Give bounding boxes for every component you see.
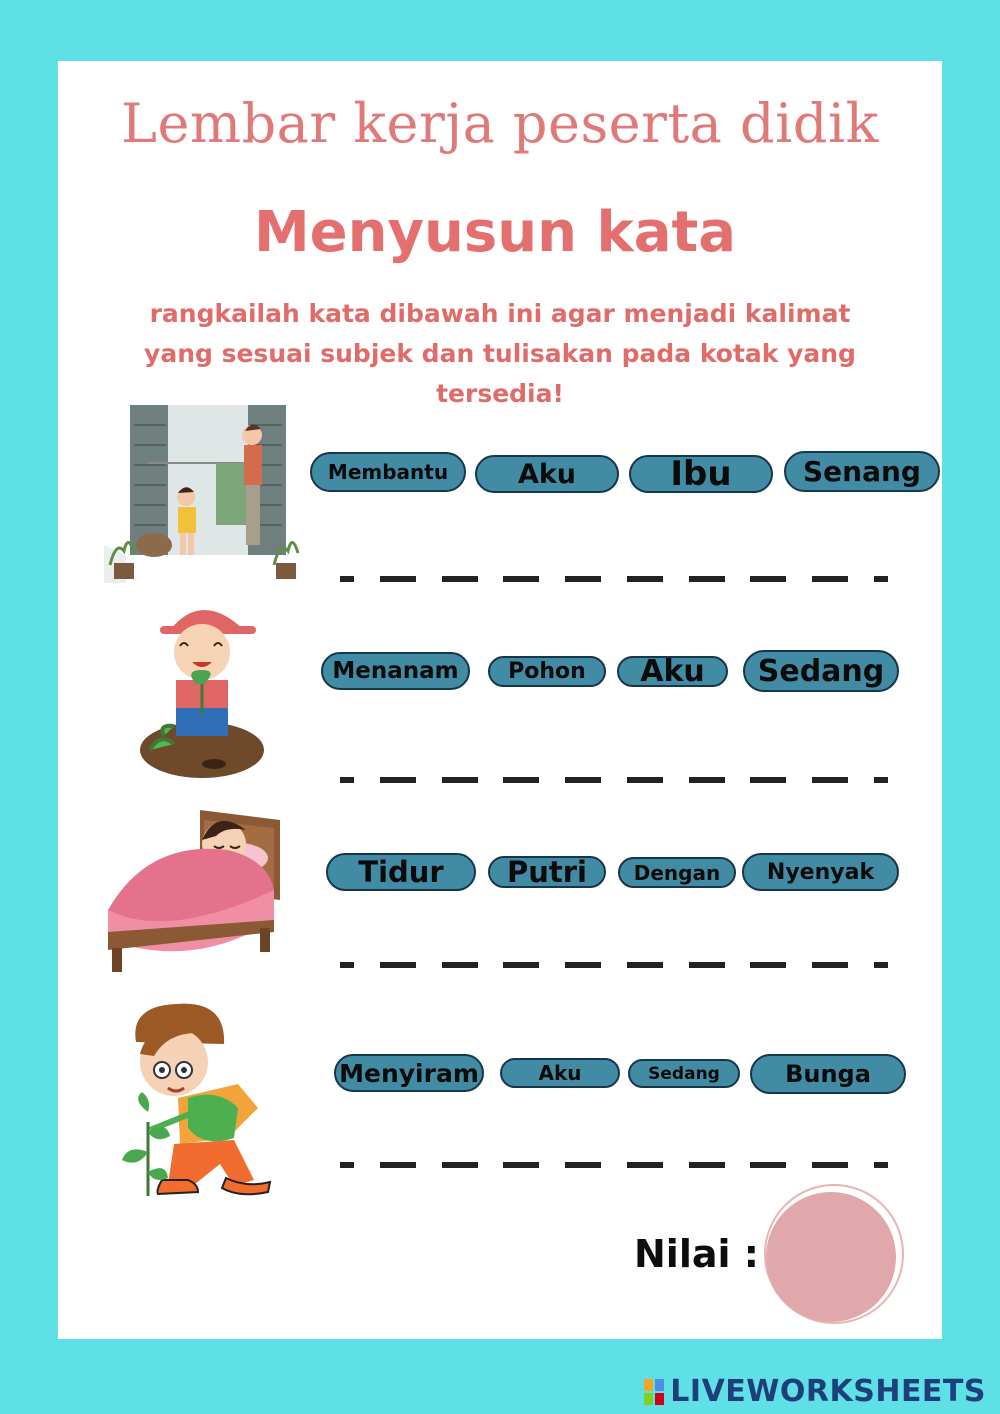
score-circle[interactable] — [766, 1192, 896, 1322]
word-chip[interactable]: Tidur — [326, 853, 476, 891]
word-chip[interactable]: Menyiram — [334, 1054, 484, 1092]
word-chip[interactable]: Pohon — [488, 656, 606, 687]
word-chip[interactable]: Membantu — [310, 452, 466, 492]
worksheet-subtitle: Lembar kerja peserta didik — [121, 92, 879, 155]
sleeping-illustration — [104, 800, 282, 980]
word-chip[interactable]: Menanam — [321, 652, 470, 690]
answer-line[interactable] — [340, 962, 888, 968]
word-chip[interactable]: Aku — [500, 1058, 620, 1088]
watering-illustration — [118, 1002, 284, 1198]
word-chip[interactable]: Putri — [488, 856, 606, 888]
word-chip[interactable]: Ibu — [629, 455, 773, 493]
word-chip[interactable]: Nyenyak — [742, 853, 899, 891]
instructions-text: rangkailah kata dibawah ini agar menjadi kalimat yang sesuai subjek dan tulisakan pada kotak yang tersedia! — [144, 299, 856, 408]
laundry-illustration — [104, 405, 310, 583]
score-label: Nilai : — [634, 1232, 759, 1276]
word-chip[interactable]: Senang — [784, 451, 940, 492]
liveworksheets-brand — [644, 1374, 986, 1409]
brand-text: LIVEWORKSHEETS — [670, 1374, 986, 1409]
page-title: Menyusun kata — [253, 200, 737, 265]
planting-illustration — [140, 600, 264, 780]
word-chip[interactable]: Sedang — [628, 1059, 740, 1088]
word-chip[interactable]: Sedang — [743, 650, 899, 692]
answer-line[interactable] — [340, 777, 888, 783]
liveworksheets-logo-icon — [644, 1379, 664, 1405]
word-chip[interactable]: Aku — [475, 455, 619, 493]
word-chip[interactable]: Dengan — [618, 857, 736, 888]
word-chip[interactable]: Bunga — [750, 1054, 906, 1094]
word-chip[interactable]: Aku — [617, 656, 728, 687]
answer-line[interactable] — [340, 1162, 888, 1168]
answer-line[interactable] — [340, 576, 888, 582]
